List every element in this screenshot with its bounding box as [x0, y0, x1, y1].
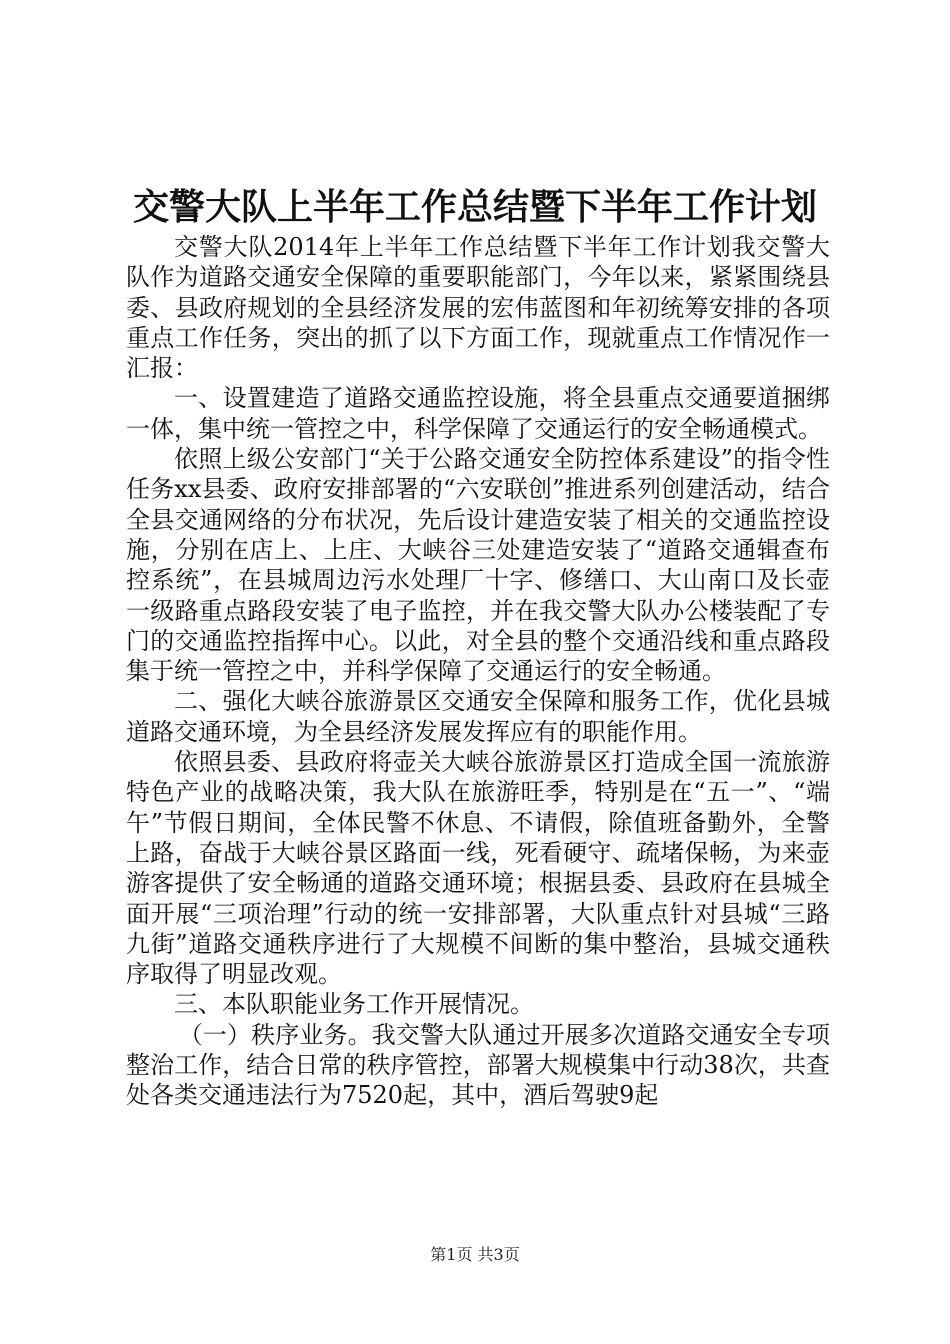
page-footer: 第1页 共3页 [430, 1245, 520, 1264]
paragraph-order-business: （一）秩序业务。我交警大队通过开展多次道路交通安全专项整治工作，结合日常的秩序管控，部署大规模集中行动38次，共查处各类交通违法行为7520起，其中，酒后驾驶9起 [126, 1020, 830, 1110]
document-body [126, 232, 830, 1111]
paragraph-section-two-heading: 二、强化大峡谷旅游景区交通安全保障和服务工作，优化县城道路交通环境，为全县经济发展发挥应有的职能作用。 [126, 687, 830, 746]
paragraph-section-two-body: 依照县委、县政府将壶关大峡谷旅游景区打造成全国一流旅游特色产业的战略决策，我大队在旅游旺季，特别是在“五一”、“端午”节假日期间，全体民警不休息、不请假，除值班备勤外，全警上路，奋战于大峡谷景区路面一线，死看硬守、疏堵保畅，为来壶游客提供了安全畅通的道路交通环境；根据县委、县政府在县城全面开展“三项治理”行动的统一安排部署，大队重点针对县城“三路九街”道路交通秩序进行了大规模不间断的集中整治，县城交通秩序取得了明显改观。 [126, 748, 830, 989]
paragraph-intro: 交警大队2014年上半年工作总结暨下半年工作计划我交警大队作为道路交通安全保障的重要职能部门，今年以来，紧紧围绕县委、县政府规划的全县经济发展的宏伟蓝图和年初统筹安排的各项重点工作任务，突出的抓了以下方面工作，现就重点工作情况作一汇报： [126, 233, 830, 383]
paragraph-section-one-heading: 一、设置建造了道路交通监控设施，将全县重点交通要道捆绑一体，集中统一管控之中，科学保障了交通运行的安全畅通模式。 [126, 384, 830, 443]
document-title: 交警大队上半年工作总结暨下半年工作计划 [132, 186, 817, 228]
paragraph-section-three-heading: 三、本队职能业务工作开展情况。 [174, 990, 534, 1019]
paragraph-section-one-body: 依照上级公安部门“关于公路交通安全防控体系建设”的指令性任务xx县委、政府安排部署的“六安联创”推进系列创建活动，结合全县交通网络的分布状况，先后设计建造安装了相关的交通监控设施，分别在店上、上庄、大峡谷三处建造安装了“道路交通辑查布控系统”，在县城周边污水处理厂十字、修缮口、大山南口及长壶一级路重点路段安装了电子监控，并在我交警大队办公楼装配了专门的交通监控指挥中心。以此，对全县的整个交通沿线和重点路段集于统一管控之中，并科学保障了交通运行的安全畅通。 [126, 445, 830, 686]
